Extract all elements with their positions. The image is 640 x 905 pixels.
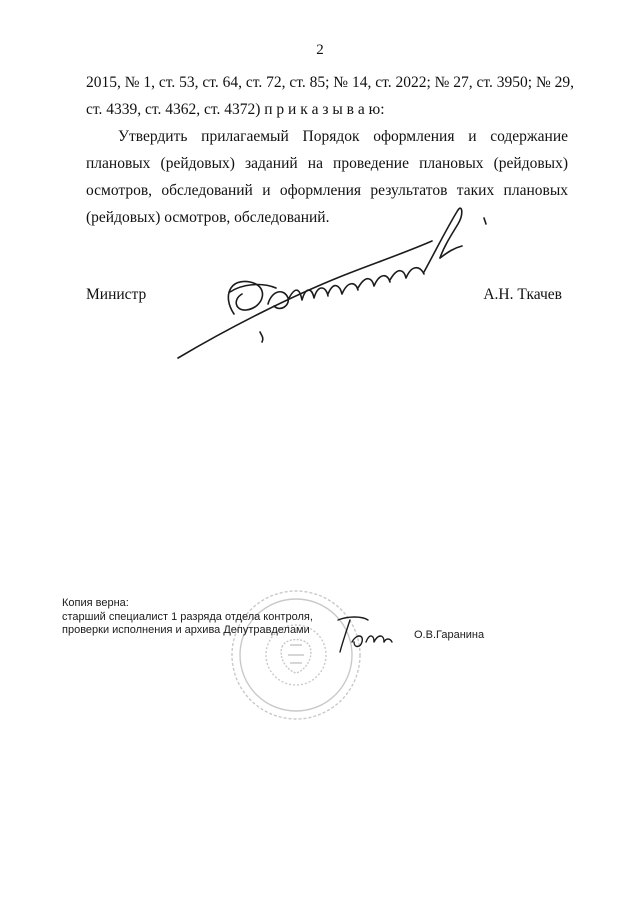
copy-certifier-name: О.В.Гаранина [414,629,485,641]
body-line: осмотров, обследований и оформления результатов таких плановых [86,182,568,199]
specialist-signature [328,612,400,658]
body-line: (рейдовых) осмотров, обследований. [86,209,330,226]
page-number: 2 [316,42,324,58]
body-line: плановых (рейдовых) заданий на проведение плановых (рейдовых) [86,155,568,172]
body-line: Утвердить прилагаемый Порядок оформления и содержание [118,128,568,145]
minister-signature [172,196,502,371]
copy-certification [62,597,313,638]
body-line: 2015, № 1, ст. 53, ст. 64, ст. 72, ст. 85; № 14, ст. 2022; № 27, ст. 3950; № 29, [86,74,575,91]
copy-certification-line: Копия верна: [62,597,129,609]
copy-certification-line: старший специалист 1 разряда отдела контроля, [62,610,313,623]
minister-name: А.Н. Ткачев [483,286,562,303]
body-line: ст. 4339, ст. 4362, ст. 4372) п р и к а з ы в а ю: [86,101,385,118]
copy-certification-line: проверки исполнения и архива Депутравделами [62,624,310,636]
minister-title: Министр [86,286,147,303]
